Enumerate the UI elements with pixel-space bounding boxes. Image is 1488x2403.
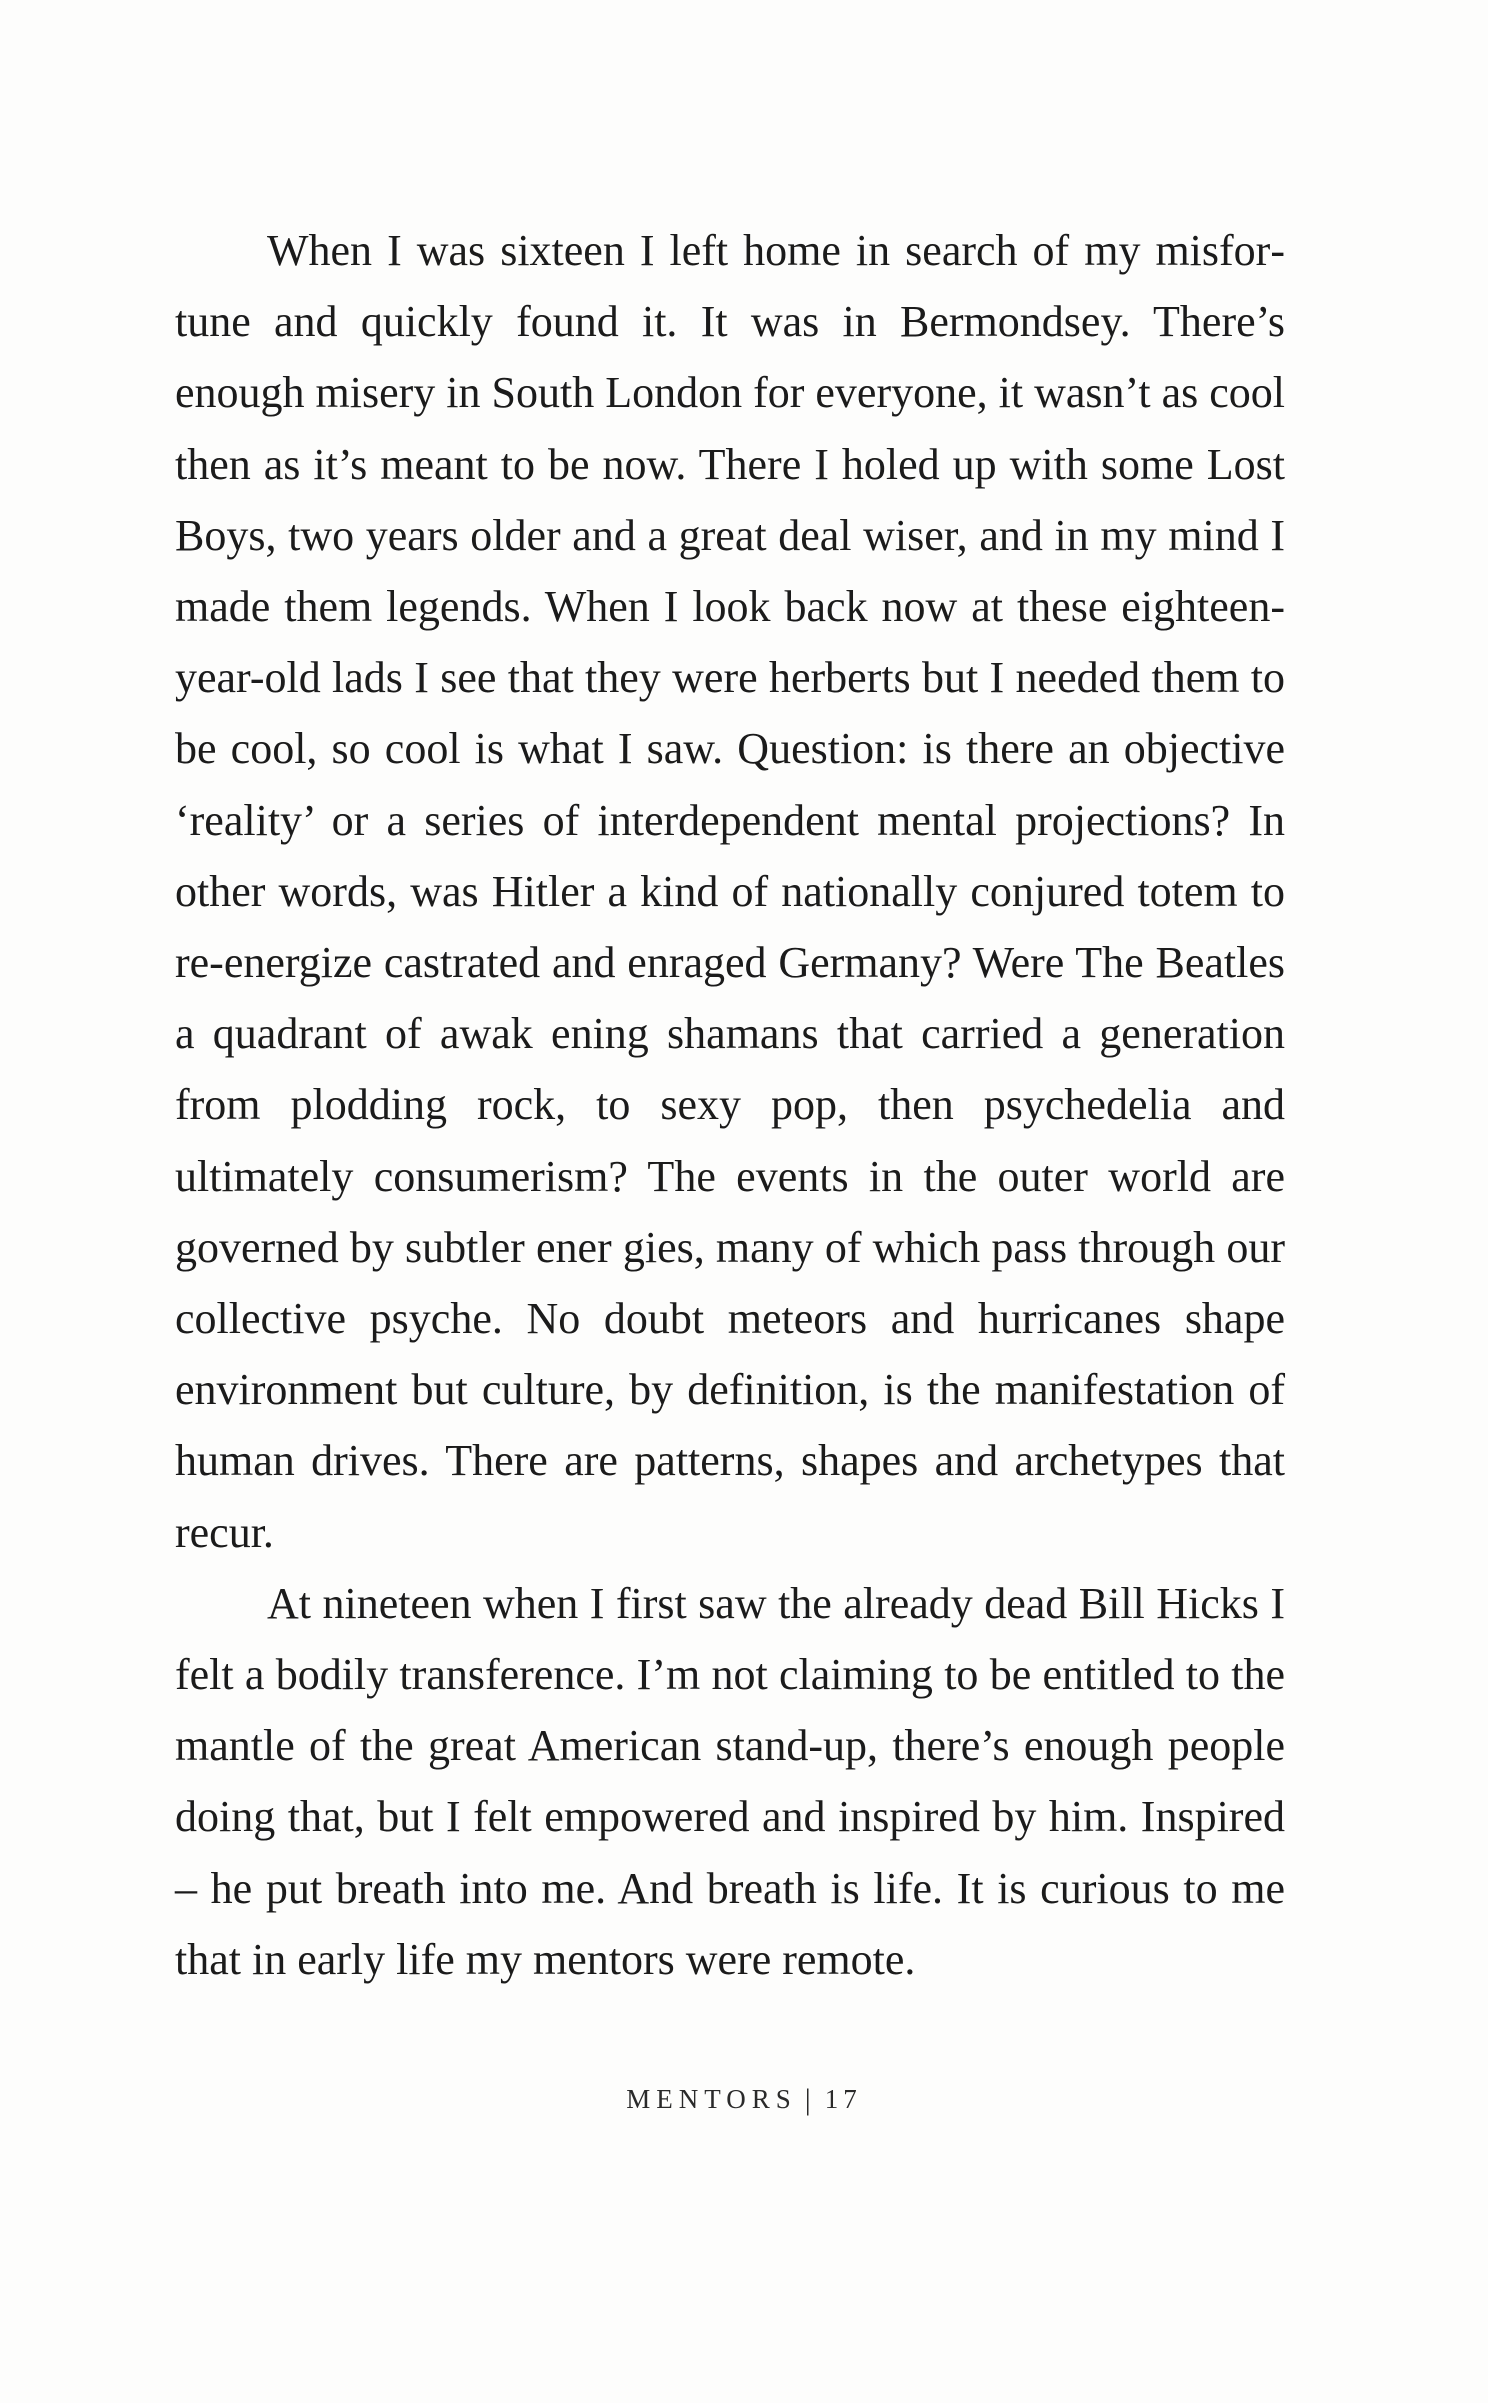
footer-separator: |: [804, 2083, 811, 2116]
running-footer: [0, 2082, 1488, 2116]
paragraph-1: When I was sixteen I left home in search of my misfor tune and quickly found it. It was in Bermondsey. There’s enough misery in South London for everyone, it wasn’t as cool then as it’s meant to be now. There I holed up with some Lost Boys, two years older and a great deal wiser, and in my mind I made them legends. When I look back now at these eighteen-year-old lads I see that they were herberts but I needed them to be cool, so cool is what I saw. Question: is there an objective ‘reality’ or a series of interdependent mental projections? In other words, was Hitler a kind of nationally conjured totem to re-energize castrated and enraged Germany? Were The Beatles a quadrant of awak ening shamans that carried a generation from plodding rock, to sexy pop, then psychedelia and ultimately consumerism? The events in the outer world are governed by subtler ener gies, many of which pass through our collective psyche. No doubt meteors and hurricanes shape environment but culture, by definition, is the manifestation of human drives. There are patterns, shapes and archetypes that recur.: [175, 226, 1285, 1557]
paragraph-2: At nineteen when I first saw the already dead Bill Hicks I felt a bodily transference. I’m not claiming to be entitled to the mantle of the great American stand-up, there’s enough people doing that, but I felt empowered and inspired by him. Inspired – he put breath into me. And breath is life. It is curious to me that in early life my mentors were remote.: [175, 1578, 1285, 1984]
footer-section-title: MENTORS: [626, 2084, 797, 2114]
page-number: 17: [824, 2084, 862, 2114]
body-text: [175, 215, 1285, 1995]
